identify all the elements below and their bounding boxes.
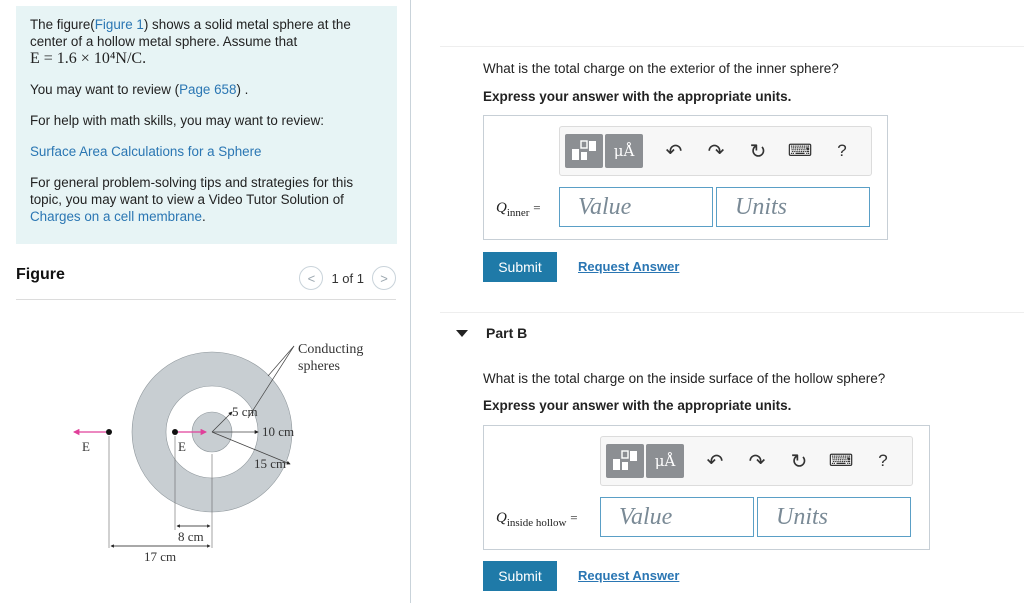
redo-icon[interactable]: ↷ xyxy=(707,140,725,163)
divider xyxy=(440,312,1024,313)
tips-text xyxy=(30,174,383,225)
chevron-right-icon: > xyxy=(380,270,388,286)
help-icon[interactable]: ? xyxy=(837,141,847,160)
var-q: Q xyxy=(496,510,507,526)
reset-icon[interactable]: ↻ xyxy=(790,450,808,473)
right-pane xyxy=(412,0,1024,603)
part-a-toolbar xyxy=(559,126,872,176)
label-spheres: spheres xyxy=(298,359,340,374)
math-help-text: For help with math skills, you may want to review: xyxy=(30,113,324,128)
equals-sign: = xyxy=(533,200,541,215)
label-10cm: 10 cm xyxy=(262,424,295,439)
label-17cm: 17 cm xyxy=(144,549,177,564)
units-input[interactable]: Units xyxy=(716,187,870,227)
caret-down-icon xyxy=(456,330,468,337)
keyboard-icon[interactable]: ⌨ xyxy=(787,141,813,160)
mu-angstrom-icon: μÅ xyxy=(613,142,635,160)
chevron-left-icon: < xyxy=(307,270,316,286)
request-answer-link[interactable]: Request Answer xyxy=(578,568,680,583)
submit-button[interactable]: Submit xyxy=(483,252,557,282)
figure-pager xyxy=(299,266,396,290)
pager-count: 1 of 1 xyxy=(331,270,364,286)
var-sub-inner: inner xyxy=(506,207,530,219)
left-pane xyxy=(0,0,411,603)
part-b-answer-box xyxy=(483,425,930,550)
figure-title: Figure xyxy=(16,266,65,283)
mu-angstrom-icon: μÅ xyxy=(654,452,676,470)
inner-field-point xyxy=(172,429,178,435)
divider xyxy=(440,46,1024,47)
request-answer-link[interactable]: Request Answer xyxy=(578,259,680,274)
templates-icon xyxy=(571,140,597,162)
templates-button[interactable] xyxy=(606,444,644,478)
label-5cm: 5 cm xyxy=(232,404,258,419)
info-box xyxy=(16,6,397,244)
intro-text xyxy=(30,16,383,67)
units-button[interactable] xyxy=(646,444,684,478)
spheres-figure xyxy=(60,330,380,575)
surface-area-link[interactable]: Surface Area Calculations for a Sphere xyxy=(30,144,262,159)
submit-button[interactable]: Submit xyxy=(483,561,557,591)
tips-post: . xyxy=(201,209,206,224)
q-inner-label xyxy=(496,200,541,219)
equals-sign: = xyxy=(570,510,578,525)
field-equation: E = 1.6 × 10⁴N/C. xyxy=(30,50,147,67)
part-a-answer-box xyxy=(483,115,888,240)
tips-pre: For general problem-solving tips and strategies for this topic, you may want to view a Video Tutor Solution of xyxy=(30,175,354,207)
var-sub-inside-hollow: inside hollow xyxy=(506,517,567,529)
label-e-inner: E xyxy=(178,439,186,454)
part-a-question: What is the total charge on the exterior of the inner sphere? xyxy=(483,61,839,76)
intro-pre: The figure( xyxy=(30,17,95,32)
figure-link[interactable]: Figure 1 xyxy=(94,17,144,32)
figure-header xyxy=(16,262,396,300)
label-15cm: 15 cm xyxy=(254,456,287,471)
var-q: Q xyxy=(496,200,507,216)
video-tutor-link[interactable]: Charges on a cell membrane xyxy=(30,209,202,224)
label-conducting: Conducting xyxy=(298,342,364,357)
outer-field-point xyxy=(106,429,112,435)
templates-icon xyxy=(612,450,638,472)
templates-button[interactable] xyxy=(565,134,603,168)
prev-figure-button[interactable] xyxy=(299,266,323,290)
q-inside-hollow-label xyxy=(496,510,578,529)
help-icon[interactable]: ? xyxy=(878,451,888,470)
next-figure-button[interactable] xyxy=(372,266,396,290)
undo-icon[interactable]: ↶ xyxy=(665,140,683,163)
part-b-instruction: Express your answer with the appropriate units. xyxy=(483,398,792,413)
units-button[interactable] xyxy=(605,134,643,168)
units-input[interactable]: Units xyxy=(757,497,911,537)
keyboard-icon[interactable]: ⌨ xyxy=(828,451,854,470)
redo-icon[interactable]: ↷ xyxy=(748,450,766,473)
part-b-title: Part B xyxy=(486,325,528,341)
undo-icon[interactable]: ↶ xyxy=(706,450,724,473)
part-b-header[interactable] xyxy=(456,325,527,341)
value-input[interactable]: Value xyxy=(600,497,754,537)
page-link[interactable]: Page 658 xyxy=(179,82,237,97)
review-text xyxy=(30,81,383,98)
part-b-question: What is the total charge on the inside surface of the hollow sphere? xyxy=(483,371,886,386)
reset-icon[interactable]: ↻ xyxy=(749,140,767,163)
value-input[interactable]: Value xyxy=(559,187,713,227)
review-pre: You may want to review ( xyxy=(30,82,180,97)
label-8cm: 8 cm xyxy=(178,529,204,544)
review-post: ) . xyxy=(236,82,249,97)
part-a-instruction: Express your answer with the appropriate units. xyxy=(483,89,792,104)
part-b-toolbar xyxy=(600,436,913,486)
label-e-outer: E xyxy=(82,439,90,454)
intro-post: ) shows a solid metal sphere at the center of a hollow metal sphere. Assume that xyxy=(30,17,351,49)
